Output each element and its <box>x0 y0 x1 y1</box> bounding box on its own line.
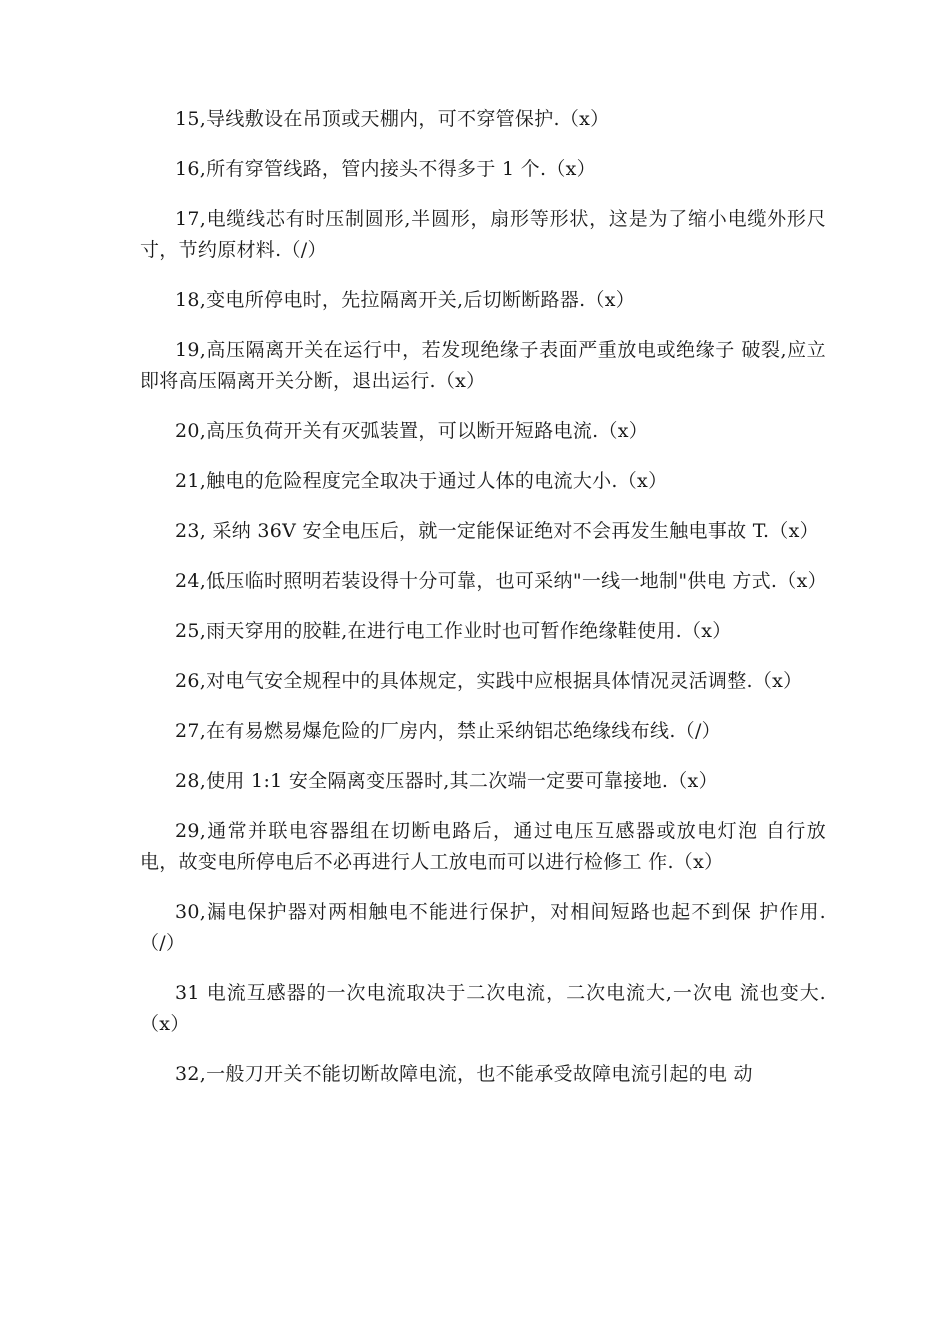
question-28: 28,使用 1:1 安全隔离变压器时,其二次端一定要可靠接地.（x） <box>175 770 718 792</box>
question-17: 17,电缆线芯有时压制圆形,半圆形，扇形等形状，这是为了缩小电缆外形尺寸，节约原材料.（/） <box>140 208 826 261</box>
question-27: 27,在有易燃易爆危险的厂房内，禁止采纳铝芯绝缘线布线.（/） <box>175 720 721 742</box>
question-16: 16,所有穿管线路，管内接头不得多于 1 个.（x） <box>175 158 596 180</box>
question-29: 29,通常并联电容器组在切断电路后，通过电压互感器或放电灯泡 自行放电，故变电所停电后不必再进行人工放电而可以进行检修工 作.（x） <box>140 820 826 873</box>
question-25: 25,雨天穿用的胶鞋,在进行电工作业时也可暂作绝缘鞋使用.（x） <box>175 620 732 642</box>
question-15: 15,导线敷设在吊顶或天棚内，可不穿管保护.（x） <box>175 108 610 130</box>
question-21: 21,触电的危险程度完全取决于通过人体的电流大小.（x） <box>175 470 668 492</box>
document-page <box>140 104 826 1109</box>
question-18: 18,变电所停电时，先拉隔离开关,后切断断路器.（x） <box>175 289 636 311</box>
question-23: 23, 采纳 36V 安全电压后，就一定能保证绝对不会再发生触电事故 T.（x） <box>175 520 819 542</box>
question-19: 19,高压隔离开关在运行中，若发现绝缘子表面严重放电或绝缘子 破裂,应立即将高压隔离开关分断，退出运行.（x） <box>140 339 826 392</box>
question-24: 24,低压临时照明若装设得十分可靠，也可采纳"一线一地制"供电 方式.（x） <box>175 570 827 592</box>
question-30: 30,漏电保护器对两相触电不能进行保护，对相间短路也起不到保 护作用.（/） <box>140 901 826 954</box>
question-26: 26,对电气安全规程中的具体规定，实践中应根据具体情况灵活调整.（x） <box>175 670 803 692</box>
question-31: 31 电流互感器的一次电流取决于二次电流，二次电流大,一次电 流也变大.（x） <box>140 982 826 1035</box>
question-32: 32,一般刀开关不能切断故障电流，也不能承受故障电流引起的电 动 <box>175 1063 753 1085</box>
question-20: 20,高压负荷开关有灭弧装置，可以断开短路电流.（x） <box>175 420 649 442</box>
